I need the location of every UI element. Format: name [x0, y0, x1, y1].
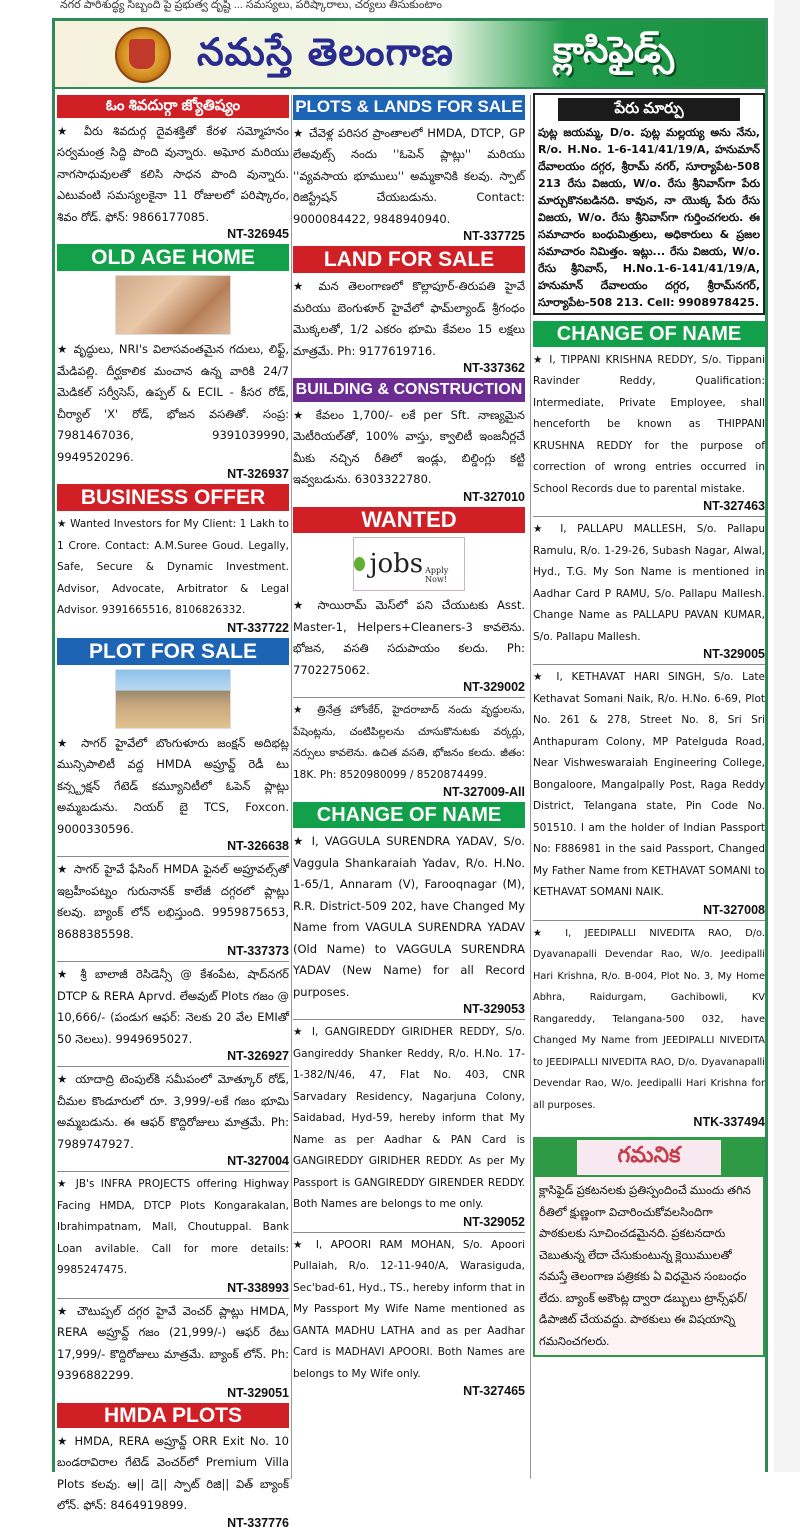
- ad-code: NT-327463: [703, 499, 765, 513]
- ad-header: LAND FOR SALE: [293, 246, 525, 273]
- ad-code: NT-329053: [463, 1002, 525, 1017]
- ad-header: WANTED: [293, 507, 525, 533]
- ad-code: NT-337362: [463, 361, 525, 376]
- plot-photo: [115, 669, 231, 729]
- ad-code: NT-326937: [227, 467, 289, 482]
- classified-ad: ★ I, APOORI RAM MOHAN, S/o. Apoori Pullaiah, R/o. 12-11-940/A, Warasiguda, Sec'bad-61, Hyd., TS., hereby inform that in My Passport My Wife Name mentioned as GANTA MADHU LATHA and as per Aadhar Card is MADHAVI APOORI. Both Names are belongs to My Wife only.: [293, 1238, 525, 1380]
- column-1: [57, 93, 289, 1533]
- classified-ad: ★ I, TIPPANI KRISHNA REDDY, S/o. Tippani Ravinder Reddy, Qualification: Intermediate, Private Employee, shall henceforth be known as THIPPANI KRUSHNA REDDY for the purpose of correction of wrong entries occurred in School Records due to parental mistake.: [533, 353, 765, 495]
- ad-code: NT-327004: [227, 1154, 289, 1169]
- classified-ad: ★ చౌటుప్పల్ దగ్గర హైవే వెంచర్ ప్లాట్లు HMDA, RERA అప్రూవ్డ్ గజం (21,999/-) ఆఫర్ రేటు 17,999/- కొద్దిరోజులు మాత్రమే. బ్యాంక్ లోన్. Ph: 9396882299.: [57, 1303, 289, 1383]
- old-age-home-photo: [115, 275, 231, 335]
- jobs-word: jobs: [369, 549, 424, 580]
- ad-code: NT-329051: [227, 1385, 289, 1400]
- paper-name: నమస్తే తెలంగాణ: [197, 29, 454, 74]
- column-2: [293, 93, 525, 1401]
- classified-ad: పుట్ల జయమ్మ, D/o. పుట్ల మల్లయ్య అను నేను, R/o. H.No. 1-6-141/41/19/A, హనుమాన్ దేవాలయం దగ్గర, శ్రీరామ్ నగర్, సూర్యాపేట-508 213 రేసు విజయ, W/o. రేసు శ్రీనివాస్‌గా పేరు మార్చుకొనబడినది. కావున, నా యొక్క పేరు రేసు విజయ, W/o. రేసు శ్రీనివాస్‌గా గుర్తించగలరు. ఈ సమాచారం బంధుమిత్రులు, అధికారులు & ప్రజల సమాచారం నిమిత్తం. ఇట్లు... రేసు విజయ, W/o. రేసు శ్రీనివాస్, H.No.1-6-141/41/19/A, హనుమాన్ దేవాలయం దగ్గర, శ్రీరామ్‌నగర్, సూర్యాపేట-508 213. Cell: 9908978425.: [538, 125, 760, 309]
- columns: [55, 89, 771, 1530]
- ad-header: ఓం శివదుర్గా జ్యోతిష్యం: [57, 95, 289, 118]
- jobs-tagline: Apply Now!: [425, 566, 449, 585]
- jobs-dot-icon: [354, 557, 365, 571]
- ad-header: BUSINESS OFFER: [57, 484, 289, 511]
- ad-code: NT-326945: [227, 227, 289, 241]
- ad-code: NT-327009-All: [443, 785, 525, 800]
- ad-code: NT-337725: [463, 229, 525, 244]
- classified-ad: ★ వృద్ధులు, NRI's విలాసవంతమైన గదులు, లిఫ్ట్, మేడిపల్లి. దీర్ఘకాలిక మంచాన ఉన్న వారికి 24/7 మెడికల్ సర్వీసెస్, ఉప్పల్ & ECIL - కీసర రోడ్, చీర్యాల్ 'X' రోడ్, భోజన వసతితో. సంప్ర: 7981467036, 9391039990, 9949520296.: [57, 342, 289, 464]
- ad-code: NT-337722: [227, 620, 289, 635]
- classified-ad: ★ సాగర్ హైవేలో బొంగుళూరు జంక్షన్ అదిభట్ల మున్సిపాలిటీ వద్ద HMDA అప్రూవ్డ్ రెడీ టు కన్స్ట్రక్షన్ గేటెడ్ కమ్యూనిటీలో ఓపెన్ ప్లాట్లు అమ్మబడును. నియర్ బై TCS, Foxcon. 9000330596.: [57, 735, 289, 836]
- notice-title: గమనిక: [577, 1140, 720, 1175]
- classified-ad: ★ యాదాద్రి టెంపుల్‌కి సమీపంలో మోత్కూర్ రోడ్, చీమల కొండూరులో రూ. 3,999/-లకే గజం భూమి అమ్మబడును. ఈ ఆఫర్ కొద్దిరోజులు మాత్రమే. Ph: 7989747927.: [57, 1072, 289, 1151]
- jobs-logo: [353, 537, 465, 591]
- classifieds-page: [52, 18, 768, 1530]
- notice-header: [533, 1137, 765, 1177]
- classified-ad: ★ చేవెళ్ల పరిసర ప్రాంతాలలో HMDA, DTCP, GP లేఅవుట్స్ నందు ''ఓపెన్ ప్లాట్లు'' మరియు ''వ్యవసాయ భూములు'' అమ్మకానికి కలవు. స్పాట్ రిజిస్ట్రేషన్ చేయబడును. Contact: 9000084422, 9848940940.: [293, 125, 525, 226]
- classified-ad: ★ త్రినేత్ర హోంకేర్, హైదరాబాద్ నందు వృద్ధులను, పేషెంట్లను, చంటిపిల్లలను చూసుకొనుటకు వర్కర్లు, నర్సులు కావలెను. ఉచిత వసతి, భోజనం కలదు. జీతం: 18K. Ph: 8520980099 / 8520874499.: [293, 704, 525, 781]
- column-3: [533, 93, 765, 1357]
- classified-ad: ★ JB's INFRA PROJECTS offering Highway Facing HMDA, DTCP Plots Kongarakalan, Ibrahimpatnam, Mall, Choutuppal. Bank Loan avilable. Call for more details: 9985247475.: [57, 1178, 289, 1277]
- ad-code: NT-326638: [227, 839, 289, 854]
- classified-ad: ★ I, KETHAVAT HARI SINGH, S/o. Late Kethavat Somani Naik, R/o. H.No. 6-69, Plot No. 261 & 278, Street No. 8, Sri Sri Anthapuram Colony, MP Patelguda Road, Near Vishweswaraiah Engineering College, Bongaloore, Mangalpally Post, Raga Reddy District, Telangana state, Pin Code No. 501510. I am the holder of Indian Passport No: F886981 in the said Passport, Changed My Father Name from KETHAVAT SOMANI to KETHAVAT SOMANI NAIK.: [533, 671, 765, 898]
- ad-code: NT-337776: [227, 1515, 289, 1530]
- page-edge-strip: [774, 0, 800, 1472]
- section-name: క్లాసిఫైడ్స్: [553, 29, 674, 71]
- classified-ad: ★ Wanted Investors for My Client: 1 Lakh to 1 Crore. Contact: A.M.Suree Goud. Legally, Safe, Secure & Dynamic Investment. Advisor, Advocate, Arbitrator & Legal Advisor. 9391665516, 8106826332.: [57, 518, 289, 617]
- classified-ad: ★ మన తెలంగాణలో కొల్లాపూర్-తిరుపతి హైవే మరియు బెంగుళూర్ హైవేలో ఫామ్‌ల్యాండ్ శ్రీగంధం మొక్కలతో, 1/2 ఎకరం భూమి కేవలం 15 లక్షలు మాత్రమే. Ph: 9177619716.: [293, 279, 525, 358]
- classified-ad: ★ HMDA, RERA అప్రూవ్డ్ ORR Exit No. 10 బండరావిరాల గేటెడ్ వెంచర్‌లో Premium Villa Plots కలవు. ఆ|| డె|| స్పాట్ రిజి|| విత్ బ్యాంక్ లోన్. ఫోన్: 8464919899.: [57, 1433, 289, 1513]
- ad-code: NT-326927: [227, 1049, 289, 1064]
- ad-code: NT-337373: [227, 944, 289, 959]
- classified-ad: ★ I, PALLAPU MALLESH, S/o. Pallapu Ramulu, R/o. 1-29-26, Subash Nagar, Alwal, Hyd., T.G. My Son Name is mentioned in Aadhar Card P RAMU, S/o. Pallapu Mallesh. Change Name as PALLAPU PAVAN KUMAR, S/o. Pallapu Mallesh.: [533, 523, 765, 643]
- classified-ad: ★ శ్రీ బాలాజీ రెసిడెన్సీ @ కేశంపేట, షాద్‌నగర్ DTCP & RERA Aprvd. లేఅవుట్ Plots గజం @ 10,666/- (పండుగ ఆఫర్: నెలకు 20 వేల EMIతో 50 నెలలు). 9949695027.: [57, 967, 289, 1046]
- ad-code: NT-327010: [463, 489, 525, 504]
- ad-code: NT-329002: [463, 680, 525, 695]
- top-cut-text: నగర పారిశుద్ధ్య సిబ్బంది పై ప్రభుత్వ దృష్టి ... సమస్యలు, పరిష్కారాలు, చర్యలు తీసుకుంటాం: [60, 0, 442, 11]
- column-divider: [291, 95, 292, 1479]
- column-divider: [530, 95, 531, 1479]
- ad-code: NT-329052: [463, 1214, 525, 1229]
- classified-ad: ★ వీరు శివదుర్గ దైవశక్తితో కేరళ సమ్మోహనం సర్వమంత్ర సిద్ది పొంది వున్నారు. అఘోర మరియు నాగసాధువులతో కలిసి సాధన పొంది వున్నారు. ఎటువంటి సమస్యలకైనా 11 రోజులలో పరిష్కారం, శివం రోడ్. ఫోన్: 9866177085.: [57, 123, 289, 224]
- ad-code: NT-327465: [463, 1384, 525, 1399]
- ad-header: CHANGE OF NAME: [533, 321, 765, 347]
- ad-header: PLOT FOR SALE: [57, 638, 289, 665]
- ad-header: BUILDING & CONSTRUCTION: [293, 378, 525, 402]
- ad-header: CHANGE OF NAME: [293, 802, 525, 828]
- ad-code: NT-338993: [227, 1280, 289, 1295]
- disclaimer-notice: క్లాసిఫైడ్ ప్రకటనలకు ప్రతిస్పందించే ముందు తగిన రీతిలో క్షుణ్ణంగా విచారించుకోవలసిందిగా పాఠకులకు సూచించడమైనది. ప్రకటనదారు చెబుతున్న లేదా చేసుకుంటున్న క్లెయిములతో నమస్తే తెలంగాణ పత్రికకు ఏ విధమైన సంబంధం లేదు. బ్యాంక్ అకౌంట్ల ద్వారా డబ్బులు ట్రాన్స్‌ఫర్/డిపాజిట్ చేయవద్దు. పాఠకులు ఈ విషయాన్ని గమనించగలరు.: [533, 1177, 765, 1357]
- ad-header: పేరు మార్పు: [558, 98, 740, 121]
- classified-ad: ★ సాగర్ హైవే ఫేసింగ్ HMDA ఫైనల్ అప్రూవల్స్‌తో ఇబ్రహీంపట్నం గురునానక్ కాలేజీ దగ్గరలో ప్లాట్లు కలవు. బ్యాంక్ లోన్ లభిస్తుంది. 9959875653, 8688385598.: [57, 862, 289, 941]
- classified-ad: ★ I, GANGIREDDY GIRIDHER REDDY, S/o. Gangireddy Shanker Reddy, R/o. H.No. 17-1-382/N/46, 47, Flat No. 403, CNR Sarvadary Residency, Nagarjuna Colony, Saidabad, Hyd-59, hereby inform that My Name as per Aadhar & PAN Card is GANGIREDDY GIRIDHER REDDY. As per My Passport is GANGIREDDY GIRENDER REDDY. Both Names are belongs to me only.: [293, 1026, 525, 1211]
- name-change-box: [533, 93, 765, 315]
- temple-emblem-logo: [115, 27, 171, 83]
- classified-ad: ★ సాయిరామ్ మెస్‌లో పని చేయుటకు Asst. Master-1, Helpers+Cleaners-3 కావలెను. భోజన, వసతి సదుపాయం కలదు. Ph: 7702275062.: [293, 598, 525, 677]
- classified-ad: ★ I, JEEDIPALLI NIVEDITA RAO, D/o. Dyavanapalli Devendar Rao, W/o. Jeedipalli Hari Krishna, R/o. B-004, Plot No. 3, My Home Abhra, Raidurgam, Gachibowli, KV Rangareddy, Telangana-500 032, have Changed My Name from JEEDIPALLI NIVEDITA to JEEDIPALLI NIVEDITA RAO, D/o. Dyavanapalli Devendar Rao, W/o. Jeedipalli Hari Krishna for all purposes.: [533, 927, 765, 1111]
- classified-ad: ★ I, VAGGULA SURENDRA YADAV, S/o. Vaggula Shankaraiah Yadav, R/o. H.No. 1-65/1, Annaram (V), Farooqnagar (M), R.R. District-509 202, have Changed My Name from VAGULA SURENDRA YADAV (Old Name) to VAGGULA SURENDRA YADAV (New Name) for all Record purposes.: [293, 834, 525, 999]
- ad-header: PLOTS & LANDS FOR SALE: [293, 95, 525, 120]
- ad-code: NT-327008: [703, 902, 765, 917]
- ad-code: NT-329005: [703, 647, 765, 661]
- ad-code: NTK-337494: [693, 1115, 765, 1129]
- ad-header: HMDA PLOTS: [57, 1403, 289, 1428]
- ad-header: OLD AGE HOME: [57, 244, 289, 271]
- masthead: [55, 21, 765, 89]
- classified-ad: ★ కేవలం 1,700/- లకే per Sft. నాణ్యమైన మెటీరియల్‌తో, 100% వాస్తు, క్వాలిటీ ఇంజనీర్లచే మీకు నచ్చిన రీతిలో ఇండ్లు, బిల్డింగ్లు కట్టి ఇవ్వబడును. 6303322780.: [293, 407, 525, 487]
